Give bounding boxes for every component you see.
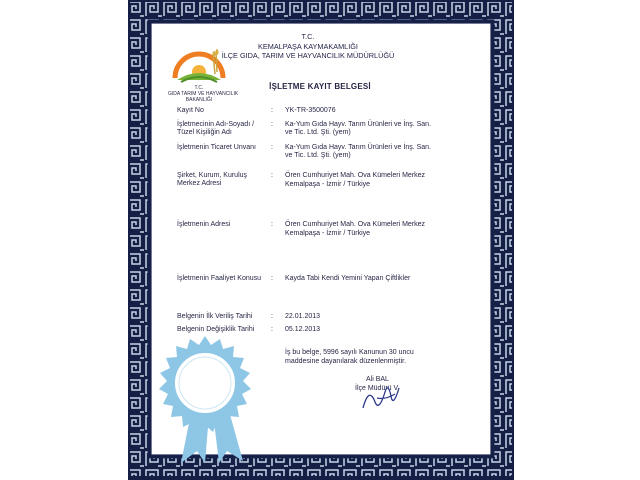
merkez-adresi-label-1: Şirket, Kurum, Kuruluş bbox=[177, 172, 248, 179]
logo-line1: GIDA TARIM VE HAYVANCILIK bbox=[168, 91, 239, 97]
header-line1: KEMALPAŞA KAYMAKAMLIĞI bbox=[258, 42, 358, 51]
merkez-adresi-label-2: Merkez Adresi bbox=[177, 180, 222, 187]
merkez-adresi-value-2: Kemalpaşa - İzmir / Türkiye bbox=[285, 181, 371, 188]
logo-line2: BAKANLIĞI bbox=[185, 97, 213, 103]
colon: : bbox=[271, 326, 273, 333]
merkez-adresi-value-1: Ören Cumhuriyet Mah. Ova Kümeleri Merkez bbox=[285, 172, 426, 179]
adi-soyadi-value-1: Ka-Yum Gıda Hayv. Tarım Ürünleri ve İnş. San. bbox=[285, 121, 432, 128]
ilk-verilis-value: 22.01.2013 bbox=[285, 313, 321, 320]
faaliyet-value: Kayda Tabi Kendi Yemini Yapan Çiftlikler bbox=[285, 275, 411, 282]
colon: : bbox=[271, 313, 273, 320]
degisiklik-value: 05.12.2013 bbox=[285, 326, 321, 333]
colon: : bbox=[271, 121, 273, 128]
statement-line-2: maddesine dayanılarak düzenlenmiştir. bbox=[285, 358, 407, 365]
colon: : bbox=[271, 221, 273, 228]
document-title: İŞLETME KAYIT BELGESİ bbox=[269, 82, 371, 91]
statement-line-1: İş bu belge, 5996 sayılı Kanunun 30 uncu bbox=[285, 349, 414, 356]
colon: : bbox=[271, 107, 273, 114]
header-tc: T.C. bbox=[301, 32, 315, 41]
ticaret-unvani-label: İşletmenin Ticaret Unvanı bbox=[177, 144, 256, 151]
rosette-seal bbox=[153, 335, 257, 465]
isletme-adresi-value-1: Ören Cumhuriyet Mah. Ova Kümeleri Merkez bbox=[285, 221, 426, 228]
isletme-adresi-label: İşletmenin Adresi bbox=[177, 221, 231, 228]
signatory-name: Ali BAL bbox=[366, 376, 389, 383]
ticaret-unvani-value-2: ve Tic. Ltd. Şti. (yem) bbox=[285, 152, 351, 159]
signatory-title: İlçe Müdürü V. bbox=[355, 385, 400, 392]
colon: : bbox=[271, 275, 273, 282]
ticaret-unvani-value-1: Ka-Yum Gıda Hayv. Tarım Ürünleri ve İnş. San. bbox=[285, 144, 432, 151]
faaliyet-label: İşletmenin Faaliyet Konusu bbox=[177, 275, 262, 282]
header-line2: İLÇE GIDA, TARIM VE HAYVANCILIK MÜDÜRLÜĞÜ bbox=[221, 51, 395, 60]
adi-soyadi-value-2: ve Tic. Ltd. Şti. (yem) bbox=[285, 129, 351, 136]
ilk-verilis-label: Belgenin İlk Veriliş Tarihi bbox=[177, 313, 253, 320]
adi-soyadi-label-1: İşletmecinin Adı-Soyadı / bbox=[177, 121, 255, 128]
isletme-adresi-value-2: Kemalpaşa - İzmir / Türkiye bbox=[285, 230, 371, 237]
signature bbox=[355, 378, 405, 418]
adi-soyadi-label-2: Tüzel Kişiliğin Adı bbox=[177, 129, 232, 136]
logo-tc: T.C. bbox=[194, 85, 204, 91]
colon: : bbox=[271, 172, 273, 179]
kayit-no-label: Kayıt No bbox=[177, 107, 204, 114]
colon: : bbox=[271, 144, 273, 151]
degisiklik-label: Belgenin Değişiklik Tarihi bbox=[177, 326, 255, 333]
kayit-no-value: YK-TR-3500076 bbox=[285, 107, 336, 114]
